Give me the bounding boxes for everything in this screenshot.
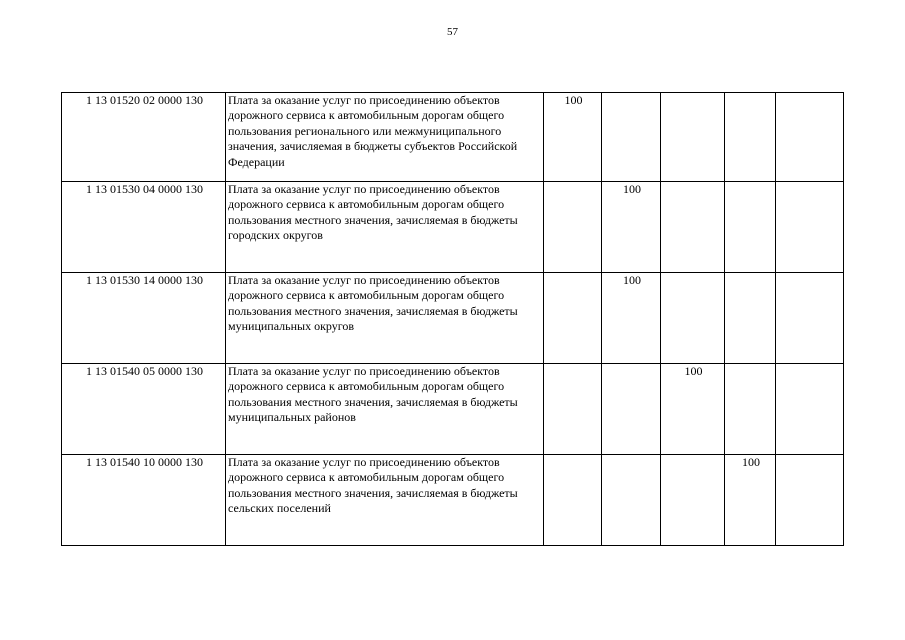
value-cell-1 — [544, 273, 602, 364]
kbk-code-cell: 1 13 01540 10 0000 130 — [62, 455, 226, 546]
value-cell-5 — [776, 364, 844, 455]
value-cell-2 — [602, 455, 661, 546]
value-cell-5 — [776, 273, 844, 364]
value-cell-3 — [661, 93, 725, 182]
value-cell-2: 100 — [602, 273, 661, 364]
kbk-code-cell: 1 13 01530 14 0000 130 — [62, 273, 226, 364]
value-cell-3 — [661, 273, 725, 364]
table-row — [62, 273, 844, 364]
page-number: 57 — [447, 26, 458, 38]
table-row — [62, 93, 844, 182]
value-cell-2: 100 — [602, 182, 661, 273]
value-cell-3: 100 — [661, 364, 725, 455]
kbk-code-cell: 1 13 01540 05 0000 130 — [62, 364, 226, 455]
value-cell-4: 100 — [725, 455, 776, 546]
description-cell: Плата за оказание услуг по присоединению объектов дорожного сервиса к автомобильным дорогам общего пользования местного значения, зачисляемая в бюджеты муниципальных округов — [226, 273, 544, 364]
value-cell-4 — [725, 93, 776, 182]
value-cell-2 — [602, 93, 661, 182]
value-cell-2 — [602, 364, 661, 455]
value-cell-4 — [725, 273, 776, 364]
value-cell-5 — [776, 455, 844, 546]
description-cell: Плата за оказание услуг по присоединению объектов дорожного сервиса к автомобильным дорогам общего пользования местного значения, зачисляемая в бюджеты муниципальных районов — [226, 364, 544, 455]
kbk-code-cell: 1 13 01520 02 0000 130 — [62, 93, 226, 182]
value-cell-3 — [661, 455, 725, 546]
description-cell: Плата за оказание услуг по присоединению объектов дорожного сервиса к автомобильным дорогам общего пользования местного значения, зачисляемая в бюджеты городских округов — [226, 182, 544, 273]
value-cell-1 — [544, 455, 602, 546]
value-cell-5 — [776, 93, 844, 182]
table-row — [62, 455, 844, 546]
description-cell: Плата за оказание услуг по присоединению объектов дорожного сервиса к автомобильным дорогам общего пользования местного значения, зачисляемая в бюджеты сельских поселений — [226, 455, 544, 546]
value-cell-1 — [544, 364, 602, 455]
value-cell-4 — [725, 182, 776, 273]
value-cell-1 — [544, 182, 602, 273]
value-cell-1: 100 — [544, 93, 602, 182]
table-row — [62, 364, 844, 455]
value-cell-5 — [776, 182, 844, 273]
description-cell: Плата за оказание услуг по присоединению объектов дорожного сервиса к автомобильным дорогам общего пользования регионального или межмуниципального значения, зачисляемая в бюджеты субъектов Российской Федерации — [226, 93, 544, 182]
kbk-code-cell: 1 13 01530 04 0000 130 — [62, 182, 226, 273]
revenue-distribution-table — [61, 92, 844, 546]
value-cell-4 — [725, 364, 776, 455]
value-cell-3 — [661, 182, 725, 273]
table-row — [62, 182, 844, 273]
